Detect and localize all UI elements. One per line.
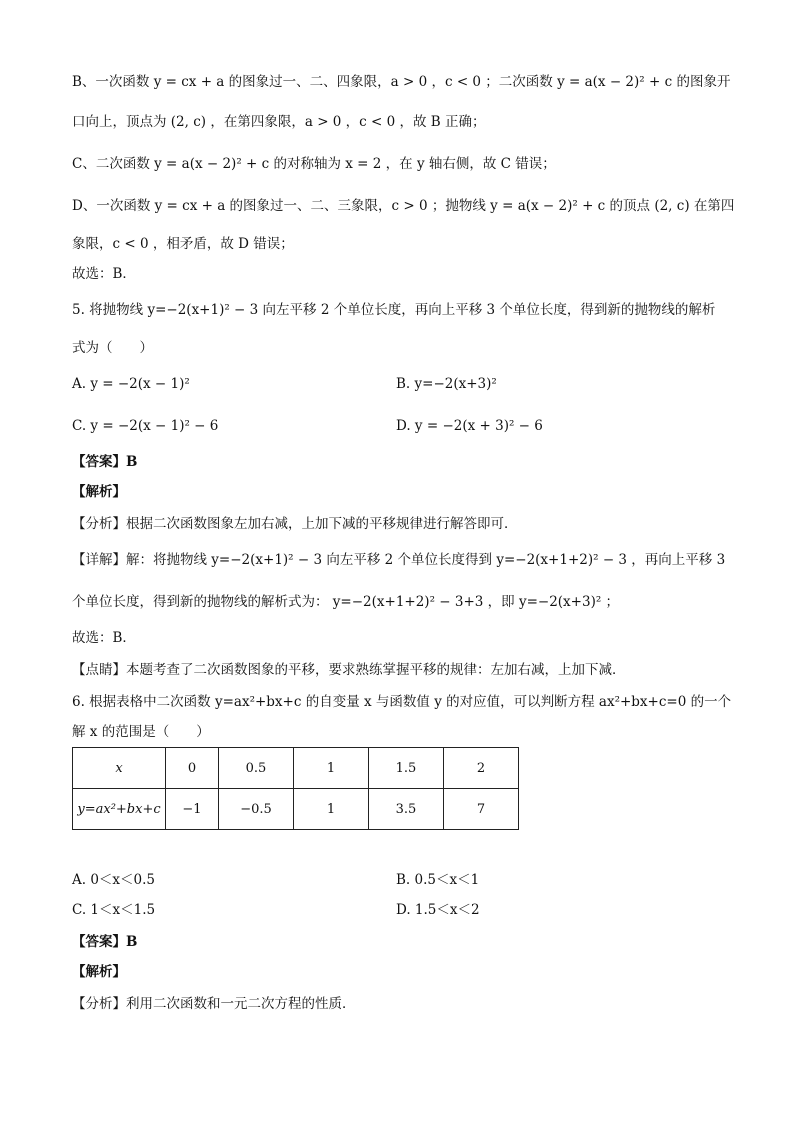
table-cell: 1 [294, 748, 369, 789]
option-d-line-2: 象限，c < 0 ，相矛盾，故 D 错误； [72, 236, 294, 252]
q6-option-d: D. 1.5＜x＜2 [396, 902, 480, 918]
table-cell: 0.5 [219, 748, 294, 789]
q6-answer: 【答案】B [72, 934, 138, 950]
table-row [73, 789, 519, 830]
q5-comment: 【点睛】本题考查了二次函数图象的平移，要求熟练掌握平移的规律：左加右减，上加下减． [72, 662, 626, 678]
q6-analysis: 【分析】利用二次函数和一元二次方程的性质． [72, 996, 356, 1012]
q5-option-c: C. y = −2(x − 1)² − 6 [72, 418, 219, 434]
option-b-line-1: B、一次函数 y = cx + a 的图象过一、二、四象限，a > 0 ，c < 0 ；二次函数 y = a(x − 2)² + c 的图象开 [72, 74, 731, 90]
option-b-line-2: 口向上，顶点为 (2, c) ，在第四象限，a > 0 ，c < 0 ，故 B 正确； [72, 114, 486, 130]
q6-analysis-heading: 【解析】 [72, 964, 126, 980]
q5-analysis: 【分析】根据二次函数图象左加右减，上加下减的平移规律进行解答即可． [72, 516, 518, 532]
option-c-line: C、二次函数 y = a(x − 2)² + c 的对称轴为 x = 2 ，在 y 轴右侧，故 C 错误； [72, 156, 556, 172]
table-cell: −1 [166, 789, 219, 830]
table-cell: 3.5 [369, 789, 444, 830]
table-cell: 1 [294, 789, 369, 830]
q5-answer: 【答案】B [72, 454, 138, 470]
table-row [73, 748, 519, 789]
value-table [72, 747, 519, 830]
q5-option-b: B. y=−2(x+3)² [396, 376, 497, 392]
q6-option-b: B. 0.5＜x＜1 [396, 872, 480, 888]
q5-solution-line-2: 个单位长度，得到新的抛物线的解析式为： y=−2(x+1+2)² − 3+3 ，即 y=−2(x+3)² ； [72, 594, 620, 610]
q5-stem-line-2: 式为（ ） [72, 340, 153, 356]
q5-selection: 故选：B． [72, 630, 136, 646]
q4-selection: 故选：B． [72, 266, 136, 282]
q5-analysis-heading: 【解析】 [72, 484, 126, 500]
q6-option-c: C. 1＜x＜1.5 [72, 902, 156, 918]
q5-solution-line-1: 【详解】解：将抛物线 y=−2(x+1)² − 3 向左平移 2 个单位长度得到 y=−2(x+1+2)² − 3 ，再向上平移 3 [72, 552, 726, 568]
table-cell: 1.5 [369, 748, 444, 789]
q5-option-a: A. y = −2(x − 1)² [72, 376, 190, 392]
table-cell: y=ax²+bx+c [73, 789, 166, 830]
q6-option-a: A. 0＜x＜0.5 [72, 872, 156, 888]
table-cell: −0.5 [219, 789, 294, 830]
q5-option-d: D. y = −2(x + 3)² − 6 [396, 418, 543, 434]
q6-stem-line-1: 6. 根据表格中二次函数 y=ax²+bx+c 的自变量 x 与函数值 y 的对应值，可以判断方程 ax²+bx+c=0 的一个 [72, 694, 732, 710]
table-cell: 2 [444, 748, 519, 789]
q5-stem-line-1: 5. 将抛物线 y=−2(x+1)² − 3 向左平移 2 个单位长度，再向上平移 3 个单位长度，得到新的抛物线的解析 [72, 302, 716, 318]
table-cell: 7 [444, 789, 519, 830]
q6-stem-line-2: 解 x 的范围是（ ） [72, 724, 210, 740]
table-cell: x [73, 748, 166, 789]
table-cell: 0 [166, 748, 219, 789]
option-d-line-1: D、一次函数 y = cx + a 的图象过一、二、三象限，c > 0 ；抛物线 y = a(x − 2)² + c 的顶点 (2, c) 在第四 [72, 198, 735, 214]
